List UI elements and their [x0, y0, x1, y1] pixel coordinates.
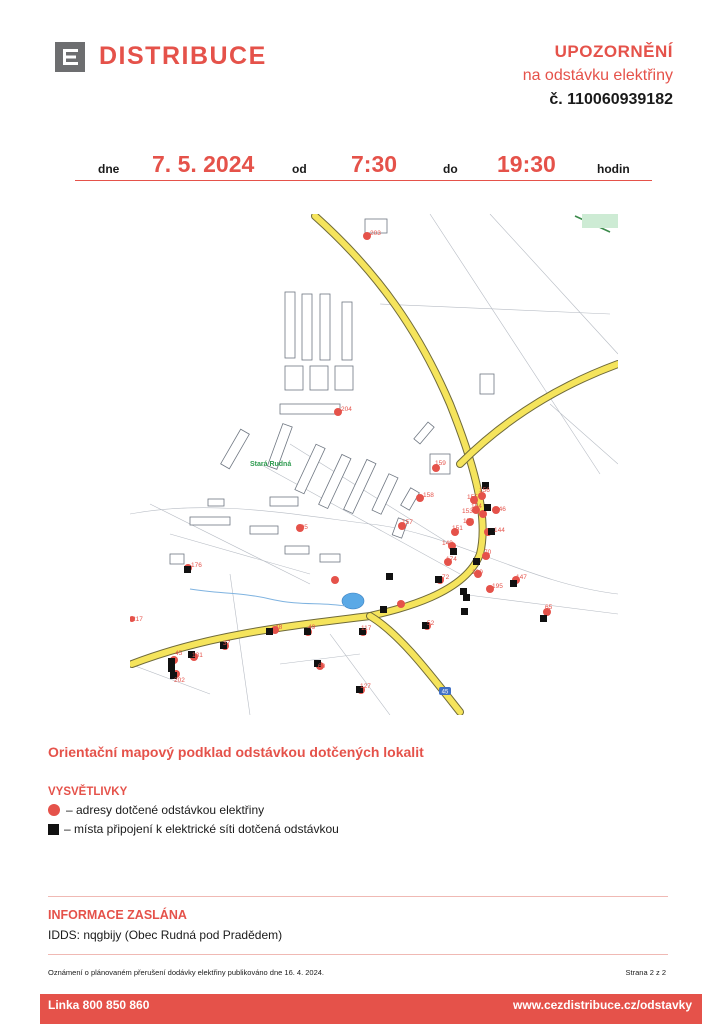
map-label: 205 [297, 524, 308, 531]
date-underline [75, 180, 652, 181]
notice-number: č. 110060939182 [549, 91, 673, 108]
outage-date: 7. 5. 2024 [152, 151, 255, 177]
map-label: 152 [463, 518, 474, 525]
map-label: 127 [360, 683, 371, 690]
map-label: 131 [192, 652, 203, 659]
notice-subtitle: na odstávku elektřiny [522, 67, 673, 84]
red-dot-icon [48, 804, 60, 816]
map-label: 217 [132, 616, 143, 623]
place-name: Stará Rudná [250, 461, 292, 468]
info-text: IDDS: nqgbijy (Obec Rudná pod Pradědem) [48, 928, 283, 942]
map-label: 195 [492, 583, 503, 590]
map-label: 204 [341, 406, 352, 413]
map-label: 174 [446, 556, 457, 563]
hotline: Linka 800 850 860 [48, 998, 150, 1012]
map-label: 159 [435, 460, 446, 467]
brand-name: DISTRIBUCE [99, 42, 267, 70]
map-label: 190 [472, 569, 483, 576]
legend-heading: VYSVĚTLIVKY [48, 786, 128, 798]
legend-item-label: – adresy dotčené odstávkou elektřiny [66, 803, 265, 817]
outage-to-time: 19:30 [497, 151, 556, 177]
map-label: 149 [442, 540, 453, 547]
map-label: 156 [479, 487, 490, 494]
dne-label: dne [98, 162, 120, 176]
map-label: 155 [467, 494, 478, 501]
map-label: 146 [495, 506, 506, 513]
notice-title: UPOZORNĚNÍ [554, 42, 673, 61]
map-label: 65 [545, 604, 553, 611]
map-label: 52 [427, 620, 435, 627]
map-label: 72 [442, 574, 450, 581]
map-label: 202 [174, 677, 185, 684]
map-label: 48 [275, 624, 283, 631]
road-badge-label: 45 [441, 689, 449, 696]
map-label: 70 [484, 549, 492, 556]
map-label: 157 [402, 519, 413, 526]
divider [48, 954, 668, 955]
map-label: 45 [175, 650, 183, 657]
published-note: Oznámení o plánovaném přerušení dodávky elektřiny publikováno dne 16. 4. 2024. [48, 968, 325, 977]
divider [48, 896, 668, 897]
page-number: Strana 2 z 2 [625, 968, 666, 977]
map-label: 60 [318, 663, 326, 670]
legend-item-addresses [48, 803, 264, 817]
notice-block [523, 40, 673, 112]
web-link[interactable]: www.cezdistribuce.cz/odstavky [513, 998, 692, 1012]
black-square-icon [48, 824, 59, 835]
map-label: 153 [462, 508, 473, 515]
map-label: 176 [191, 562, 202, 569]
map-label: 144 [494, 527, 505, 534]
cez-logo-icon [55, 42, 85, 72]
map-label: 158 [423, 492, 434, 499]
footer-bar [40, 994, 702, 1024]
outage-map [130, 214, 618, 715]
map-label: 147 [516, 574, 527, 581]
cez-logo [55, 42, 85, 72]
hodin-label: hodin [597, 162, 630, 176]
map-title: Orientační mapový podklad odstávkou dotčených lokalit [48, 744, 424, 760]
outage-from-time: 7:30 [351, 151, 398, 177]
info-heading: INFORMACE ZASLÁNA [48, 908, 187, 922]
od-label: od [292, 162, 307, 176]
map-label: 151 [452, 525, 463, 532]
legend-item-connections [48, 822, 339, 836]
do-label: do [443, 162, 458, 176]
map-label: 117 [361, 625, 372, 632]
map-label: 49 [308, 624, 316, 631]
map-label: 203 [370, 230, 381, 237]
legend-item-label: – místa připojení k elektrické síti dotčená odstávkou [64, 822, 339, 836]
map-label: 37 [223, 640, 231, 647]
map-label: 154 [471, 503, 482, 510]
